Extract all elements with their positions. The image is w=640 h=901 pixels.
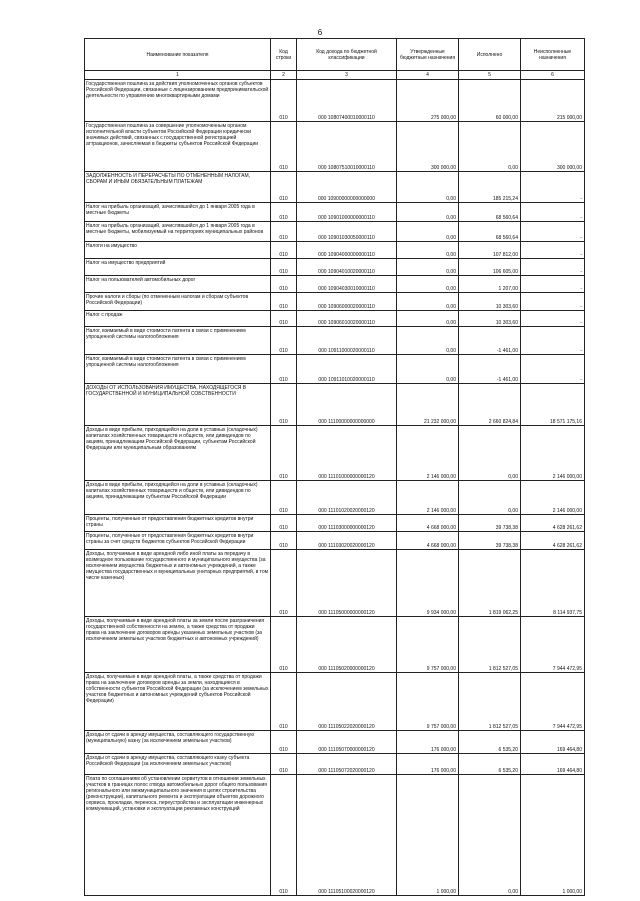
row-executed: 106 605,00 [459, 259, 521, 276]
row-name: Прочие налоги и сборы (по отмененным налогам и сборам субъектов Российской Федерации) [85, 293, 271, 311]
row-approved: 2 146 000,00 [397, 426, 459, 481]
row-executed: 1 812 527,05 [459, 617, 521, 673]
row-code: 010 [271, 550, 297, 617]
row-approved: 0,00 [397, 293, 459, 311]
table-row [85, 384, 585, 426]
row-remaining: - [521, 172, 585, 203]
row-name: ЗАДОЛЖЕННОСТЬ И ПЕРЕРАСЧЕТЫ ПО ОТМЕНЕННЫМ НАЛОГАМ, СБОРАМ И ИНЫМ ОБЯЗАТЕЛЬНЫМ ПЛАТЕЖАМ [85, 172, 271, 203]
row-name: Налог, взимаемый в виде стоимости патента в связи с применением упрощенной системы налогообложения [85, 327, 271, 355]
row-remaining: - [521, 276, 585, 293]
row-approved: 176 000,00 [397, 754, 459, 775]
row-approved: 0,00 [397, 276, 459, 293]
table-row [85, 532, 585, 550]
row-kbk: 000 10904030010000110 [297, 276, 397, 293]
row-name: Проценты, полученные от предоставления бюджетных кредитов внутри страны [85, 515, 271, 532]
table-row [85, 754, 585, 775]
row-kbk: 000 10911000020000110 [297, 327, 397, 355]
row-code: 010 [271, 384, 297, 426]
row-approved: 176 000,00 [397, 731, 459, 754]
row-remaining: - [521, 242, 585, 259]
row-approved: 0,00 [397, 259, 459, 276]
table-row [85, 122, 585, 172]
row-executed: 39 738,38 [459, 532, 521, 550]
row-kbk: 000 11100000000000000 [297, 384, 397, 426]
row-kbk: 000 10906000020000110 [297, 293, 397, 311]
row-kbk: 000 10900000000000000 [297, 172, 397, 203]
row-remaining: - [521, 203, 585, 222]
table-row [85, 203, 585, 222]
row-approved: 0,00 [397, 242, 459, 259]
row-code: 010 [271, 276, 297, 293]
row-remaining: - [521, 327, 585, 355]
row-executed: 68 560,64 [459, 203, 521, 222]
table-row [85, 673, 585, 731]
row-approved: 0,00 [397, 172, 459, 203]
row-remaining: 8 114 937,75 [521, 550, 585, 617]
row-remaining: - [521, 311, 585, 327]
row-executed: 1 819 062,25 [459, 550, 521, 617]
row-name: Доходы от сдачи в аренду имущества, составляющего казну субъекта Российской Федерации (за исключением земельных участков) [85, 754, 271, 775]
row-name: Налог на пользователей автомобильных дорог [85, 276, 271, 293]
row-code: 010 [271, 617, 297, 673]
col-number: 5 [459, 71, 521, 80]
col-header-kbk: Код дохода по бюджетной классификации [297, 39, 397, 71]
table-row [85, 242, 585, 259]
row-remaining: - [521, 222, 585, 242]
row-executed: 68 560,64 [459, 222, 521, 242]
row-executed: 0,00 [459, 775, 521, 896]
row-remaining: 1 000,00 [521, 775, 585, 896]
row-code: 010 [271, 515, 297, 532]
row-code: 010 [271, 673, 297, 731]
row-name: Доходы, получаемые в виде арендной платы, а также средства от продажи права на заключение договоров аренды за земли, находящиеся в собственности субъектов Российской Федерации (за исключением земельных участков бюджетных и автономных учреждений субъектов Российской Федерации) [85, 673, 271, 731]
row-approved: 4 668 000,00 [397, 515, 459, 532]
row-remaining: 169 464,80 [521, 731, 585, 754]
row-executed: 1 812 527,05 [459, 673, 521, 731]
row-approved: 0,00 [397, 355, 459, 384]
table-row [85, 617, 585, 673]
row-approved: 275 000,00 [397, 80, 459, 122]
row-name: Доходы, получаемые в виде арендной платы за земли после разграничения государственной собственности на землю, а также средства от продажи права на заключение договоров аренды указанных земельных участков (за исключением земельных участков бюджетных и автономных учреждений) [85, 617, 271, 673]
col-number: 3 [297, 71, 397, 80]
row-code: 010 [271, 172, 297, 203]
row-approved: 21 232 000,00 [397, 384, 459, 426]
row-code: 010 [271, 122, 297, 172]
row-code: 010 [271, 355, 297, 384]
row-name: Налог на прибыль организаций, зачислявшийся до 1 января 2005 года в местные бюджеты [85, 203, 271, 222]
row-approved: 0,00 [397, 311, 459, 327]
row-approved: 300 000,00 [397, 122, 459, 172]
row-executed: 185 215,24 [459, 172, 521, 203]
row-executed: 0,00 [459, 122, 521, 172]
table-row [85, 775, 585, 896]
table-row [85, 293, 585, 311]
row-name: Проценты, полученные от предоставления бюджетных кредитов внутри страны за счет средств бюджетов субъектов Российской Федерации [85, 532, 271, 550]
row-executed: 0,00 [459, 426, 521, 481]
row-name: Доходы, получаемые в виде арендной либо иной платы за передачу в возмездное пользование государственного и муниципального имущества (за исключением имущества бюджетных и автономных учреждений, а также имущества государственных и муниципальных унитарных предприятий, в том числе казенных) [85, 550, 271, 617]
table-row [85, 222, 585, 242]
row-code: 010 [271, 775, 297, 896]
row-kbk: 000 10807510010000110 [297, 122, 397, 172]
row-name: Налоги на имущество [85, 242, 271, 259]
col-number: 2 [271, 71, 297, 80]
table-row [85, 481, 585, 515]
row-name: Плата по соглашениям об установлении сервитутов в отношении земельных участков в границах полос отвода автомобильных дорог общего пользования регионального или межмуниципального значения в целях строительства (реконструкции), капитального ремонта и эксплуатации объектов дорожного сервиса, прокладки, переноса, переустройства и эксплуатации инженерных коммуникаций, установки и эксплуатации рекламных конструкций [85, 775, 271, 896]
row-name: Доходы в виде прибыли, приходящейся на доли в уставных (складочных) капиталах хозяйственных товариществ и обществ, или дивидендов по акциям, принадлежащим субъектам Российской Федерации [85, 481, 271, 515]
table-row [85, 515, 585, 532]
row-remaining: 215 000,00 [521, 80, 585, 122]
row-remaining: 7 944 472,95 [521, 673, 585, 731]
row-executed: 10 303,60 [459, 293, 521, 311]
row-code: 010 [271, 311, 297, 327]
row-name: Налог, взимаемый в виде стоимости патента в связи с применением упрощенной системы налогообложения [85, 355, 271, 384]
row-name: Доходы в виде прибыли, приходящейся на доли в уставных (складочных) капиталах хозяйственных товариществ и обществ, или дивидендов по акциям, принадлежащим Российской Федерации, субъектам Российской Федерации или муниципальным образованиям [85, 426, 271, 481]
row-remaining: 300 000,00 [521, 122, 585, 172]
col-number: 4 [397, 71, 459, 80]
row-kbk: 000 10904000000000110 [297, 242, 397, 259]
row-remaining: 7 944 472,95 [521, 617, 585, 673]
row-remaining: 2 146 000,00 [521, 426, 585, 481]
row-approved: 0,00 [397, 222, 459, 242]
row-kbk: 000 11105000000000120 [297, 550, 397, 617]
row-kbk: 000 11101000000000120 [297, 426, 397, 481]
row-remaining: 2 146 000,00 [521, 481, 585, 515]
row-kbk: 000 10807400010000110 [297, 80, 397, 122]
row-kbk: 000 11105020000000120 [297, 617, 397, 673]
row-executed: -1 461,00 [459, 327, 521, 355]
row-code: 010 [271, 222, 297, 242]
row-name: Налог на имущество предприятий [85, 259, 271, 276]
col-header-approved: Утвержденные бюджетные назначения [397, 39, 459, 71]
row-executed: 10 303,60 [459, 311, 521, 327]
col-number: 6 [521, 71, 585, 80]
row-executed: 0,00 [459, 481, 521, 515]
table-row [85, 311, 585, 327]
row-kbk: 000 10911010020000110 [297, 355, 397, 384]
row-code: 010 [271, 259, 297, 276]
row-kbk: 000 11105022020000120 [297, 673, 397, 731]
row-approved: 0,00 [397, 203, 459, 222]
row-name: Доходы от сдачи в аренду имущества, составляющего государственную (муниципальную) казну (за исключением земельных участков) [85, 731, 271, 754]
row-kbk: 000 11105072020000120 [297, 754, 397, 775]
row-approved: 1 000,00 [397, 775, 459, 896]
row-code: 010 [271, 293, 297, 311]
row-code: 010 [271, 327, 297, 355]
row-approved: 9 757 000,00 [397, 673, 459, 731]
row-executed: 2 660 824,84 [459, 384, 521, 426]
column-number-row [85, 71, 585, 80]
table-row [85, 259, 585, 276]
row-executed: -1 461,00 [459, 355, 521, 384]
row-code: 010 [271, 203, 297, 222]
row-code: 010 [271, 242, 297, 259]
row-executed: 107 812,00 [459, 242, 521, 259]
row-code: 010 [271, 532, 297, 550]
row-executed: 60 000,00 [459, 80, 521, 122]
row-remaining: 4 628 261,62 [521, 515, 585, 532]
row-code: 010 [271, 754, 297, 775]
row-remaining: 4 628 261,62 [521, 532, 585, 550]
col-header-name: Наименование показателя [85, 39, 271, 71]
row-kbk: 000 10904010020000110 [297, 259, 397, 276]
table-row [85, 731, 585, 754]
col-header-code: Код строки [271, 39, 297, 71]
row-kbk: 000 11105100020000120 [297, 775, 397, 896]
table-row [85, 426, 585, 481]
row-name: Государственная пошлина за совершение уполномоченным органом исполнительной власти субъектов Российской Федерации юридически значимых действий, связанных с государственной регистрацией аттракционов, зачисляемая в бюджеты субъектов Российской Федерации [85, 122, 271, 172]
row-kbk: 000 11101020020000120 [297, 481, 397, 515]
row-code: 010 [271, 426, 297, 481]
table-row [85, 550, 585, 617]
row-approved: 0,00 [397, 327, 459, 355]
row-kbk: 000 10906010020000110 [297, 311, 397, 327]
table-row [85, 172, 585, 203]
row-approved: 9 934 000,00 [397, 550, 459, 617]
table-row [85, 80, 585, 122]
row-remaining: 18 571 175,16 [521, 384, 585, 426]
row-code: 010 [271, 80, 297, 122]
row-kbk: 000 10901000000000110 [297, 203, 397, 222]
table-row [85, 355, 585, 384]
header-row [85, 39, 585, 71]
row-remaining: 169 464,80 [521, 754, 585, 775]
row-code: 010 [271, 481, 297, 515]
row-approved: 9 757 000,00 [397, 617, 459, 673]
row-name: Налог на прибыль организаций, зачислявшийся до 1 января 2005 года в местные бюджеты, мобилизуемый на территориях муниципальных районов [85, 222, 271, 242]
table-row [85, 327, 585, 355]
report-table [84, 38, 585, 896]
row-kbk: 000 10901030050000110 [297, 222, 397, 242]
row-executed: 39 738,38 [459, 515, 521, 532]
row-kbk: 000 11103020020000120 [297, 532, 397, 550]
row-name: Государственная пошлина за действия уполномоченных органов субъектов Российской Федерации, связанные с лицензированием предпринимательской деятельности по управлению многоквартирными домами [85, 80, 271, 122]
row-remaining: - [521, 259, 585, 276]
row-remaining: - [521, 293, 585, 311]
row-executed: 6 535,20 [459, 731, 521, 754]
row-name: ДОХОДЫ ОТ ИСПОЛЬЗОВАНИЯ ИМУЩЕСТВА, НАХОДЯЩЕГОСЯ В ГОСУДАРСТВЕННОЙ И МУНИЦИПАЛЬНОЙ СОБСТВЕННОСТИ [85, 384, 271, 426]
row-approved: 4 668 000,00 [397, 532, 459, 550]
col-number: 1 [85, 71, 271, 80]
row-kbk: 000 11105070000000120 [297, 731, 397, 754]
row-approved: 2 146 000,00 [397, 481, 459, 515]
row-name: Налог с продаж [85, 311, 271, 327]
col-header-executed: Исполнено [459, 39, 521, 71]
page-number: 6 [317, 28, 323, 37]
row-code: 010 [271, 731, 297, 754]
row-executed: 6 535,20 [459, 754, 521, 775]
col-header-remaining: Неисполненные назначения [521, 39, 585, 71]
row-kbk: 000 11103000000000120 [297, 515, 397, 532]
row-remaining: - [521, 355, 585, 384]
row-executed: 1 207,00 [459, 276, 521, 293]
table-row [85, 276, 585, 293]
